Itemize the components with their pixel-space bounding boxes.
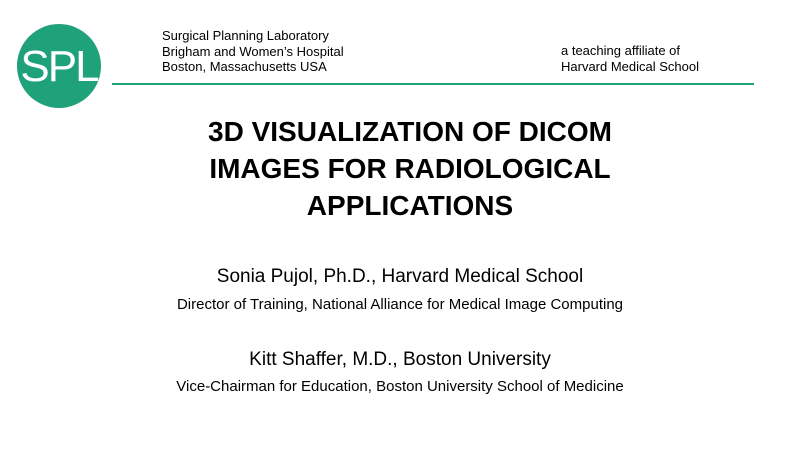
header-divider [112, 83, 754, 85]
lab-location: Boston, Massachusetts USA [162, 59, 327, 74]
lab-info [162, 28, 344, 75]
affiliate-info [561, 43, 699, 74]
affiliate-line-1: a teaching affiliate of [561, 43, 681, 58]
lab-name: Surgical Planning Laboratory [162, 28, 329, 43]
title-line-3: APPLICATIONS [306, 190, 514, 221]
slide-title [100, 113, 720, 224]
title-line-1: 3D VISUALIZATION OF DICOM [208, 116, 612, 147]
spl-logo-text: SPL [20, 42, 98, 91]
author-1-name: Sonia Pujol, Ph.D., Harvard Medical School [216, 266, 584, 287]
spl-logo [17, 24, 101, 108]
author-1-role: Director of Training, National Alliance for Medical Image Computing [176, 296, 624, 313]
affiliate-line-2: Harvard Medical School [561, 58, 700, 74]
hospital-name: Brigham and Women’s Hospital [162, 43, 344, 59]
title-line-2: IMAGES FOR RADIOLOGICAL [209, 153, 611, 184]
author-2-name: Kitt Shaffer, M.D., Boston University [249, 349, 551, 370]
author-2-role: Vice-Chairman for Education, Boston University School of Medicine [176, 378, 624, 395]
